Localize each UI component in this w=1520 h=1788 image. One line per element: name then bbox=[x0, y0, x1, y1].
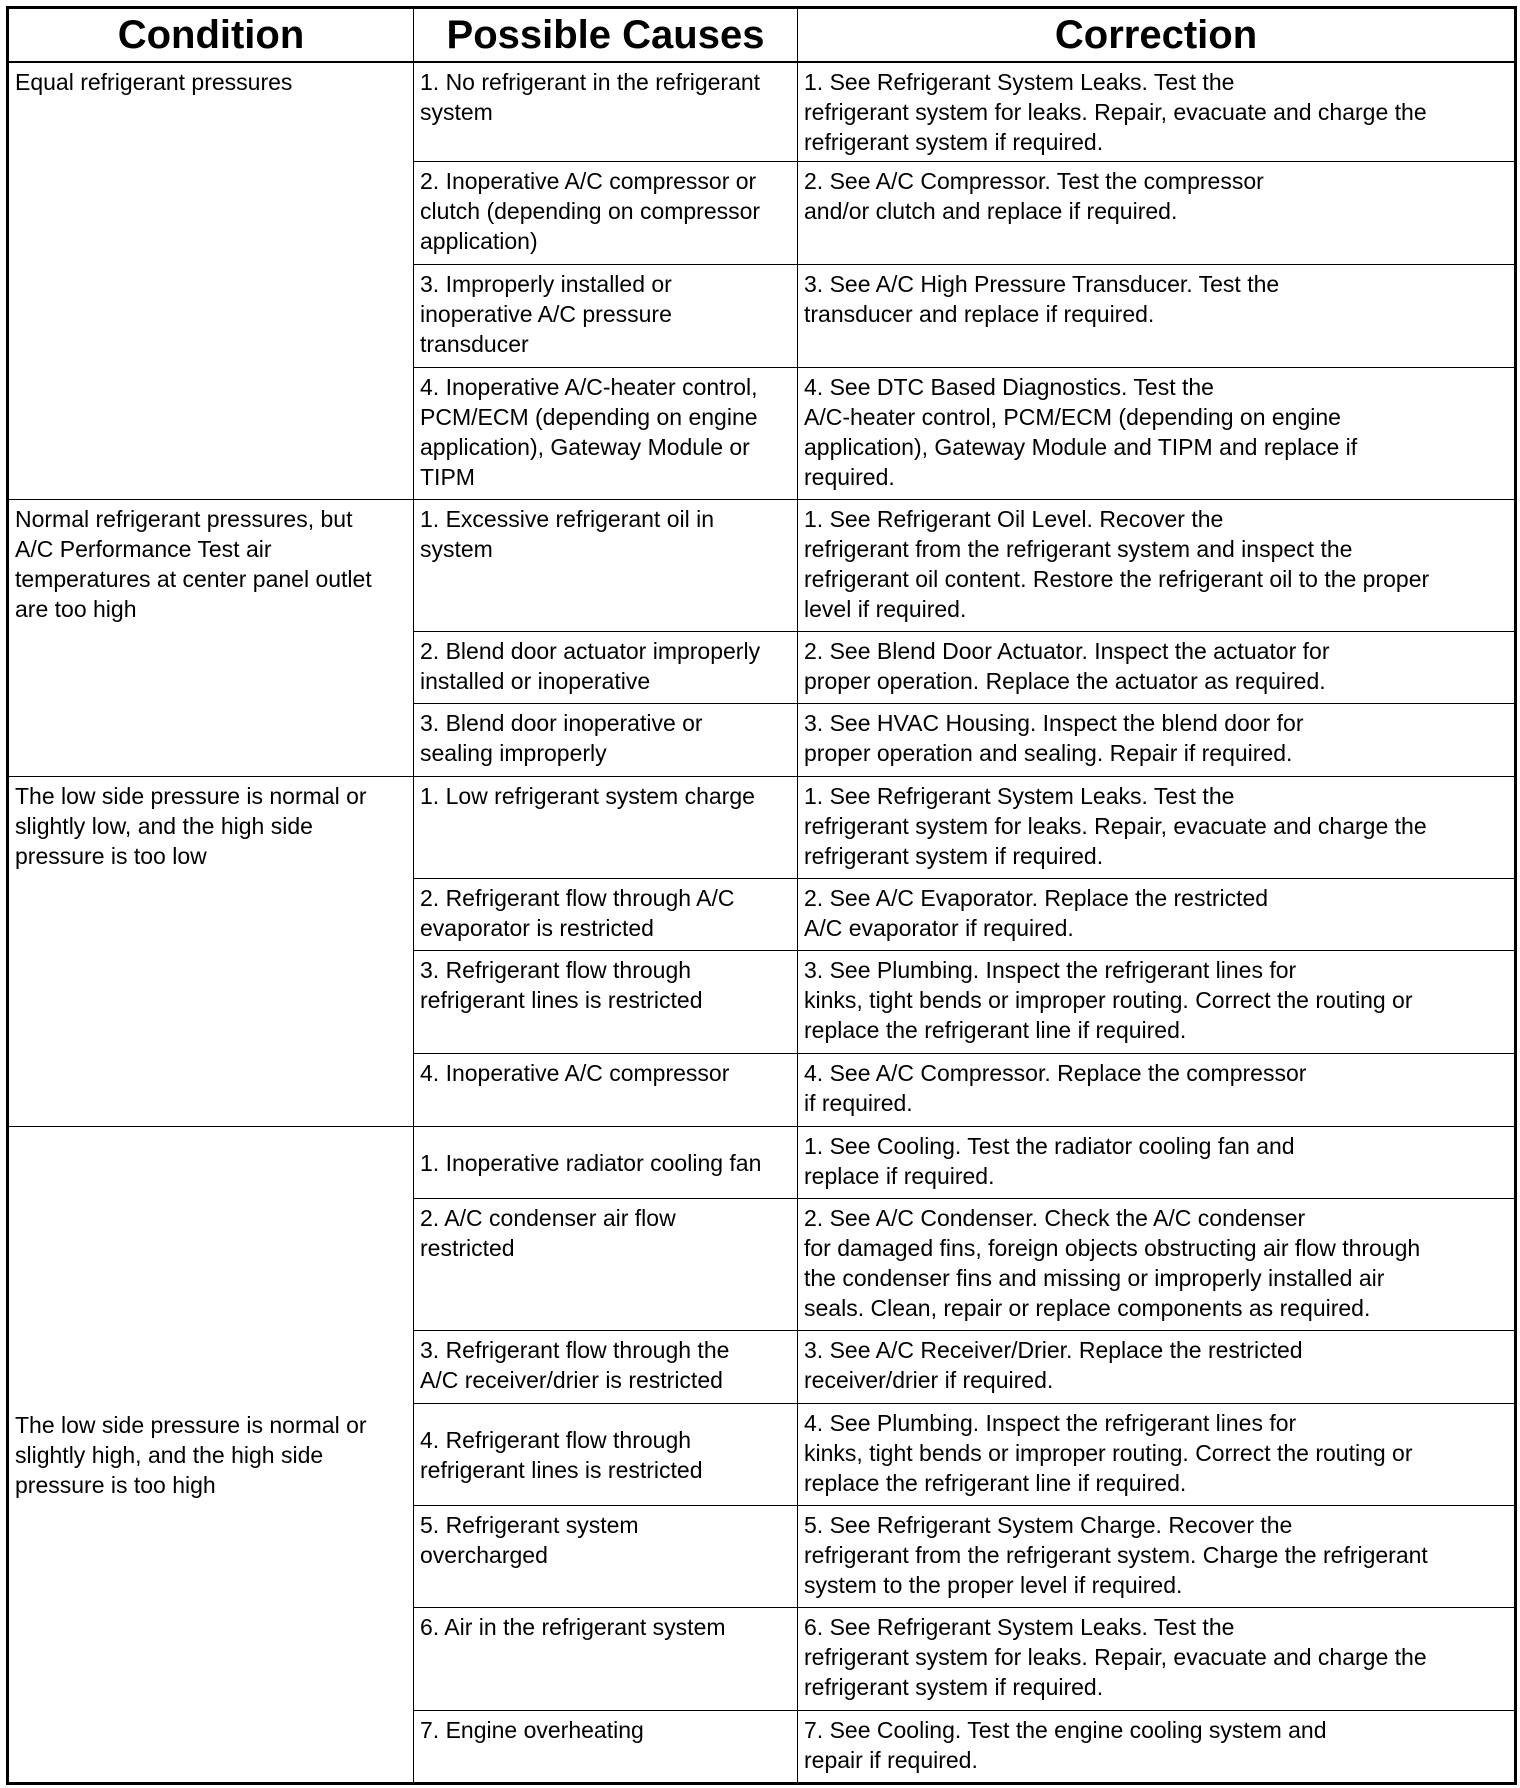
cause-cell: 2. A/C condenser air flow restricted bbox=[414, 1199, 798, 1331]
diagnosis-chart bbox=[6, 6, 1514, 1782]
cause-cell: 2. Refrigerant flow through A/C evaporator is restricted bbox=[414, 879, 798, 951]
cause-cell: 6. Air in the refrigerant system bbox=[414, 1608, 798, 1711]
correction-cell: 2. See A/C Compressor. Test the compressor and/or clutch and replace if required. bbox=[798, 162, 1516, 265]
cause-cell: 3. Blend door inoperative or sealing improperly bbox=[414, 704, 798, 777]
correction-cell: 4. See Plumbing. Inspect the refrigerant lines for kinks, tight bends or improper routing. Correct the routing or replace the refrigerant line if required. bbox=[798, 1404, 1516, 1506]
header-row bbox=[8, 8, 1516, 63]
correction-cell: 1. See Refrigerant System Leaks. Test the refrigerant system for leaks. Repair, evacuate and charge the refrigerant system if required. bbox=[798, 62, 1516, 162]
header-possible-causes: Possible Causes bbox=[414, 8, 798, 63]
correction-cell: 3. See Plumbing. Inspect the refrigerant lines for kinks, tight bends or improper routing. Correct the routing or replace the refrigerant line if required. bbox=[798, 951, 1516, 1054]
diagnosis-table bbox=[6, 6, 1517, 1785]
table-row bbox=[8, 1127, 1516, 1199]
condition-cell: Normal refrigerant pressures, but A/C Performance Test air temperatures at center panel outlet are too high bbox=[8, 500, 414, 777]
correction-cell: 2. See A/C Evaporator. Replace the restricted A/C evaporator if required. bbox=[798, 879, 1516, 951]
correction-cell: 4. See DTC Based Diagnostics. Test the A/C-heater control, PCM/ECM (depending on engine application), Gateway Module and TIPM and replace if required. bbox=[798, 368, 1516, 500]
cause-cell: 5. Refrigerant system overcharged bbox=[414, 1506, 798, 1608]
cause-cell: 1. Inoperative radiator cooling fan bbox=[414, 1127, 798, 1199]
condition-cell: Equal refrigerant pressures bbox=[8, 62, 414, 500]
table-row bbox=[8, 500, 1516, 632]
header-correction: Correction bbox=[798, 8, 1516, 63]
correction-cell: 7. See Cooling. Test the engine cooling system and repair if required. bbox=[798, 1711, 1516, 1784]
correction-cell: 5. See Refrigerant System Charge. Recover the refrigerant from the refrigerant system. Charge the refrigerant system to the proper level if required. bbox=[798, 1506, 1516, 1608]
cause-cell: 7. Engine overheating bbox=[414, 1711, 798, 1784]
table-row bbox=[8, 777, 1516, 879]
cause-cell: 4. Inoperative A/C compressor bbox=[414, 1054, 798, 1127]
correction-cell: 2. See Blend Door Actuator. Inspect the actuator for proper operation. Replace the actuator as required. bbox=[798, 632, 1516, 704]
cause-cell: 1. No refrigerant in the refrigerant system bbox=[414, 62, 798, 162]
correction-cell: 3. See HVAC Housing. Inspect the blend door for proper operation and sealing. Repair if required. bbox=[798, 704, 1516, 777]
cause-cell: 2. Inoperative A/C compressor or clutch (depending on compressor application) bbox=[414, 162, 798, 265]
cause-cell: 2. Blend door actuator improperly installed or inoperative bbox=[414, 632, 798, 704]
condition-cell: The low side pressure is normal or slightly low, and the high side pressure is too low bbox=[8, 777, 414, 1127]
header-condition: Condition bbox=[8, 8, 414, 63]
correction-cell: 6. See Refrigerant System Leaks. Test the refrigerant system for leaks. Repair, evacuate and charge the refrigerant system if required. bbox=[798, 1608, 1516, 1711]
cause-cell: 3. Improperly installed or inoperative A/C pressure transducer bbox=[414, 265, 798, 368]
correction-cell: 3. See A/C High Pressure Transducer. Test the transducer and replace if required. bbox=[798, 265, 1516, 368]
cause-cell: 1. Excessive refrigerant oil in system bbox=[414, 500, 798, 632]
correction-cell: 3. See A/C Receiver/Drier. Replace the restricted receiver/drier if required. bbox=[798, 1331, 1516, 1404]
table-row bbox=[8, 62, 1516, 162]
cause-cell: 3. Refrigerant flow through refrigerant lines is restricted bbox=[414, 951, 798, 1054]
cause-cell: 1. Low refrigerant system charge bbox=[414, 777, 798, 879]
correction-cell: 2. See A/C Condenser. Check the A/C condenser for damaged fins, foreign objects obstructing air flow through the condenser fins and missing or improperly installed air seals. Clean, repair or replace components as required. bbox=[798, 1199, 1516, 1331]
correction-cell: 1. See Refrigerant Oil Level. Recover the refrigerant from the refrigerant system and inspect the refrigerant oil content. Restore the refrigerant oil to the proper level if required. bbox=[798, 500, 1516, 632]
cause-cell: 3. Refrigerant flow through the A/C receiver/drier is restricted bbox=[414, 1331, 798, 1404]
condition-cell: The low side pressure is normal or slightly high, and the high side pressure is too high bbox=[8, 1127, 414, 1784]
correction-cell: 1. See Refrigerant System Leaks. Test the refrigerant system for leaks. Repair, evacuate and charge the refrigerant system if required. bbox=[798, 777, 1516, 879]
cause-cell: 4. Refrigerant flow through refrigerant lines is restricted bbox=[414, 1404, 798, 1506]
correction-cell: 1. See Cooling. Test the radiator cooling fan and replace if required. bbox=[798, 1127, 1516, 1199]
cause-cell: 4. Inoperative A/C-heater control, PCM/ECM (depending on engine application), Gateway Module or TIPM bbox=[414, 368, 798, 500]
correction-cell: 4. See A/C Compressor. Replace the compressor if required. bbox=[798, 1054, 1516, 1127]
